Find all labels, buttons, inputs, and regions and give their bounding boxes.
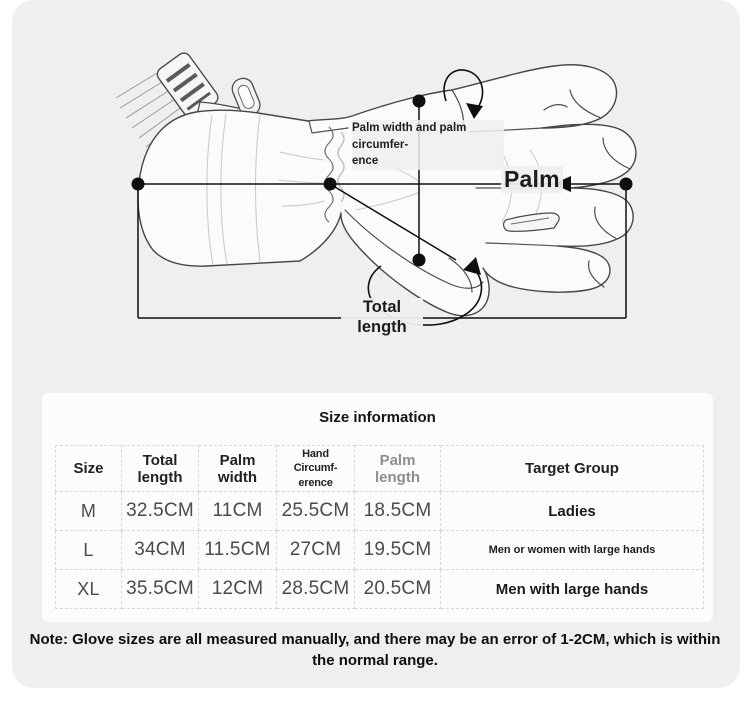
dot-wrist: [324, 178, 337, 191]
dot-finger-end: [620, 178, 633, 191]
col-header-size: Size: [56, 446, 122, 492]
cell-target-group: Men or women with large hands: [441, 531, 704, 570]
cell-size: XL: [56, 570, 122, 609]
cell-total-length: 35.5CM: [122, 570, 199, 609]
col-header-total-length: Total length: [122, 446, 199, 492]
table-row-l: [56, 531, 704, 570]
dot-hand-bottom: [413, 254, 426, 267]
cell-target-group: Ladies: [441, 492, 704, 531]
cell-palm-length: 20.5CM: [355, 570, 441, 609]
cell-palm-width: 11CM: [199, 492, 277, 531]
table-row-m: [56, 492, 704, 531]
palm-circumference-label-line2: ence: [352, 155, 379, 168]
total-length-label-line2: length: [357, 317, 407, 336]
size-information-panel: [42, 393, 713, 622]
cell-size: L: [56, 531, 122, 570]
col-header-target-group: Target Group: [441, 446, 704, 492]
col-header-palm-length: Palm length: [355, 446, 441, 492]
cell-total-length: 32.5CM: [122, 492, 199, 531]
dot-hand-top: [413, 95, 426, 108]
col-header-hand-circumference: Hand Circumf-erence: [277, 446, 355, 492]
dot-cuff-end: [132, 178, 145, 191]
palm-circumference-label: [352, 120, 504, 170]
size-information-title: Size information: [319, 409, 436, 426]
cell-palm-length: 18.5CM: [355, 492, 441, 531]
table-row-xl: [56, 570, 704, 609]
measurement-note: Note: Glove sizes are all measured manually, and there may be an error of 1-2CM, which is within the normal range.: [29, 631, 721, 669]
cell-palm-width: 12CM: [199, 570, 277, 609]
cell-target-group: Men with large hands: [441, 570, 704, 609]
col-header-palm-width: Palm width: [199, 446, 277, 492]
palm-label: Palm: [501, 166, 563, 193]
size-table: [55, 445, 704, 609]
size-table-header-row: [56, 446, 704, 492]
cell-hand-circumference: 28.5CM: [277, 570, 355, 609]
cell-palm-length: 19.5CM: [355, 531, 441, 570]
cell-size: M: [56, 492, 122, 531]
cell-palm-width: 11.5CM: [199, 531, 277, 570]
cell-hand-circumference: 25.5CM: [277, 492, 355, 531]
cell-hand-circumference: 27CM: [277, 531, 355, 570]
cell-total-length: 34CM: [122, 531, 199, 570]
palm-circumference-label-line1: Palm width and palm circumfer-: [352, 122, 467, 151]
total-length-label-line1: Total: [362, 298, 402, 316]
total-length-label: [341, 298, 423, 338]
